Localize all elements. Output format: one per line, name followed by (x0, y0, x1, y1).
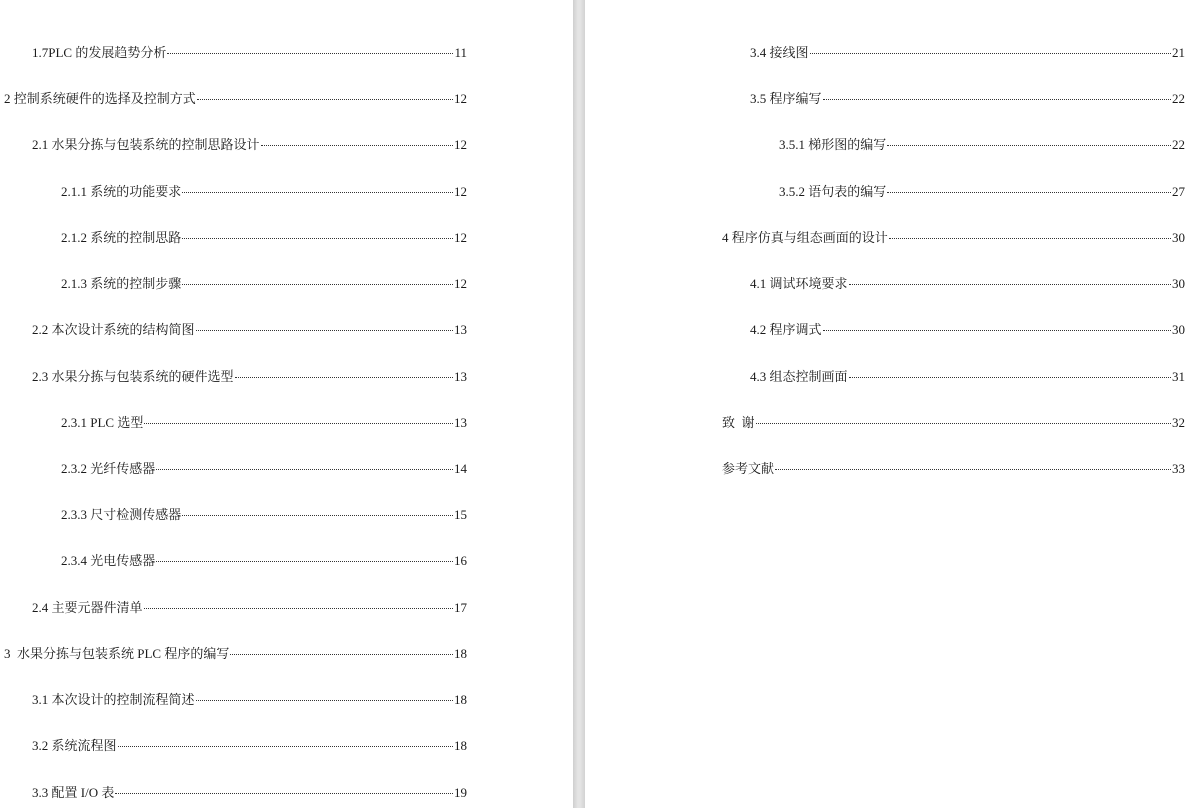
toc-dot-leader (197, 99, 453, 100)
toc-entry-text: 2.1.3 系统的控制步骤 (61, 276, 182, 291)
toc-dot-leader (756, 423, 1171, 424)
toc-page-number: 19 (454, 785, 467, 800)
toc-page-number: 18 (454, 692, 467, 707)
toc-entry[interactable] (32, 368, 467, 386)
toc-page-number: 30 (1172, 230, 1185, 245)
toc-page-number: 18 (454, 738, 467, 753)
toc-dot-leader (775, 469, 1171, 470)
toc-page-number: 30 (1172, 322, 1185, 337)
toc-entry-text: 4.3 组态控制画面 (750, 369, 848, 384)
toc-entry-text: 3.4 接线图 (750, 45, 809, 60)
toc-entry[interactable] (32, 737, 467, 755)
toc-dot-leader (167, 53, 453, 54)
toc-dot-leader (182, 515, 453, 516)
toc-page-number: 27 (1172, 184, 1185, 199)
toc-page-number: 13 (454, 322, 467, 337)
toc-entry-text: 3.3 配置 I/O 表 (32, 785, 115, 800)
toc-entry[interactable] (4, 645, 467, 663)
toc-dot-leader (182, 284, 453, 285)
toc-page-number: 16 (454, 553, 467, 568)
toc-dot-leader (261, 145, 453, 146)
toc-entry[interactable] (32, 784, 467, 802)
toc-entry[interactable] (61, 275, 467, 293)
toc-entry-text: 3.5 程序编写 (750, 91, 822, 106)
toc-entry[interactable] (61, 183, 467, 201)
toc-dot-leader (230, 654, 453, 655)
toc-entry[interactable] (32, 44, 467, 62)
toc-dot-leader (118, 746, 453, 747)
toc-page-number: 22 (1172, 137, 1185, 152)
toc-entry-text: 3.2 系统流程图 (32, 738, 117, 753)
toc-page-number: 32 (1172, 415, 1185, 430)
toc-entry[interactable] (722, 229, 1185, 247)
toc-page-number: 21 (1172, 45, 1185, 60)
document-page-left (0, 0, 573, 808)
toc-page-number: 18 (454, 646, 467, 661)
toc-dot-leader (887, 145, 1171, 146)
toc-entry-text: 2.3.1 PLC 选型 (61, 415, 144, 430)
toc-entry-text: 4.1 调试环境要求 (750, 276, 848, 291)
toc-dot-leader (889, 238, 1171, 239)
toc-entry-text: 2.4 主要元器件清单 (32, 600, 143, 615)
toc-entry-text: 2.3 水果分拣与包装系统的硬件选型 (32, 369, 234, 384)
toc-page-number: 11 (454, 45, 467, 60)
toc-entry-text: 3.5.1 梯形图的编写 (779, 137, 887, 152)
toc-page-number: 31 (1172, 369, 1185, 384)
toc-page-number: 22 (1172, 91, 1185, 106)
toc-entry-text: 2.3.3 尺寸检测传感器 (61, 507, 182, 522)
toc-dot-leader (196, 330, 453, 331)
toc-dot-leader (182, 192, 453, 193)
toc-entry[interactable] (61, 506, 467, 524)
toc-dot-leader (115, 793, 453, 794)
toc-page-number: 15 (454, 507, 467, 522)
toc-entry[interactable] (722, 460, 1185, 478)
toc-entry[interactable] (61, 414, 467, 432)
toc-entry[interactable] (61, 552, 467, 570)
toc-entry[interactable] (32, 599, 467, 617)
toc-page-number: 17 (454, 600, 467, 615)
toc-page-number: 33 (1172, 461, 1185, 476)
toc-entry-text: 2.1 水果分拣与包装系统的控制思路设计 (32, 137, 260, 152)
toc-entry[interactable] (32, 321, 467, 339)
toc-dot-leader (823, 99, 1171, 100)
toc-entry-text: 1.7PLC 的发展趋势分析 (32, 45, 167, 60)
toc-page-number: 14 (454, 461, 467, 476)
toc-entry-text: 3.5.2 语句表的编写 (779, 184, 887, 199)
toc-entry[interactable] (779, 136, 1185, 154)
toc-entry-text: 4.2 程序调式 (750, 322, 822, 337)
toc-dot-leader (156, 561, 453, 562)
toc-entry[interactable] (750, 321, 1185, 339)
toc-entry[interactable] (61, 460, 467, 478)
toc-entry-text: 3 水果分拣与包装系统 PLC 程序的编写 (4, 646, 230, 661)
toc-page-number: 12 (454, 184, 467, 199)
toc-dot-leader (849, 377, 1171, 378)
toc-dot-leader (144, 423, 453, 424)
toc-entry[interactable] (61, 229, 467, 247)
toc-entry-text: 2 控制系统硬件的选择及控制方式 (4, 91, 196, 106)
toc-entry[interactable] (779, 183, 1185, 201)
toc-entry-text: 2.1.2 系统的控制思路 (61, 230, 182, 245)
toc-page-number: 12 (454, 230, 467, 245)
toc-page-number: 12 (454, 137, 467, 152)
toc-entry-text: 致 谢 (722, 415, 755, 430)
document-page-right (585, 0, 1199, 808)
toc-entry-text: 2.3.2 光纤传感器 (61, 461, 156, 476)
toc-page-number: 13 (454, 369, 467, 384)
toc-dot-leader (810, 53, 1171, 54)
toc-dot-leader (235, 377, 453, 378)
toc-entry[interactable] (750, 44, 1185, 62)
toc-page-number: 13 (454, 415, 467, 430)
toc-entry-text: 2.3.4 光电传感器 (61, 553, 156, 568)
toc-dot-leader (196, 700, 453, 701)
toc-entry-text: 4 程序仿真与组态画面的设计 (722, 230, 888, 245)
toc-entry-text: 2.1.1 系统的功能要求 (61, 184, 182, 199)
toc-dot-leader (823, 330, 1171, 331)
toc-entry-text: 2.2 本次设计系统的结构简图 (32, 322, 195, 337)
toc-dot-leader (849, 284, 1171, 285)
toc-entry[interactable] (32, 691, 467, 709)
toc-entry[interactable] (750, 90, 1185, 108)
toc-dot-leader (156, 469, 453, 470)
toc-entry-text: 3.1 本次设计的控制流程简述 (32, 692, 195, 707)
toc-entry[interactable] (4, 90, 467, 108)
toc-dot-leader (144, 608, 453, 609)
toc-page-number: 12 (454, 91, 467, 106)
toc-entry[interactable] (750, 368, 1185, 386)
toc-page-number: 12 (454, 276, 467, 291)
toc-dot-leader (887, 192, 1171, 193)
toc-dot-leader (182, 238, 453, 239)
toc-entry[interactable] (722, 414, 1185, 432)
toc-entry[interactable] (32, 136, 467, 154)
page-gutter (573, 0, 585, 808)
toc-page-number: 30 (1172, 276, 1185, 291)
toc-entry[interactable] (750, 275, 1185, 293)
toc-entry-text: 参考文献 (722, 461, 775, 476)
